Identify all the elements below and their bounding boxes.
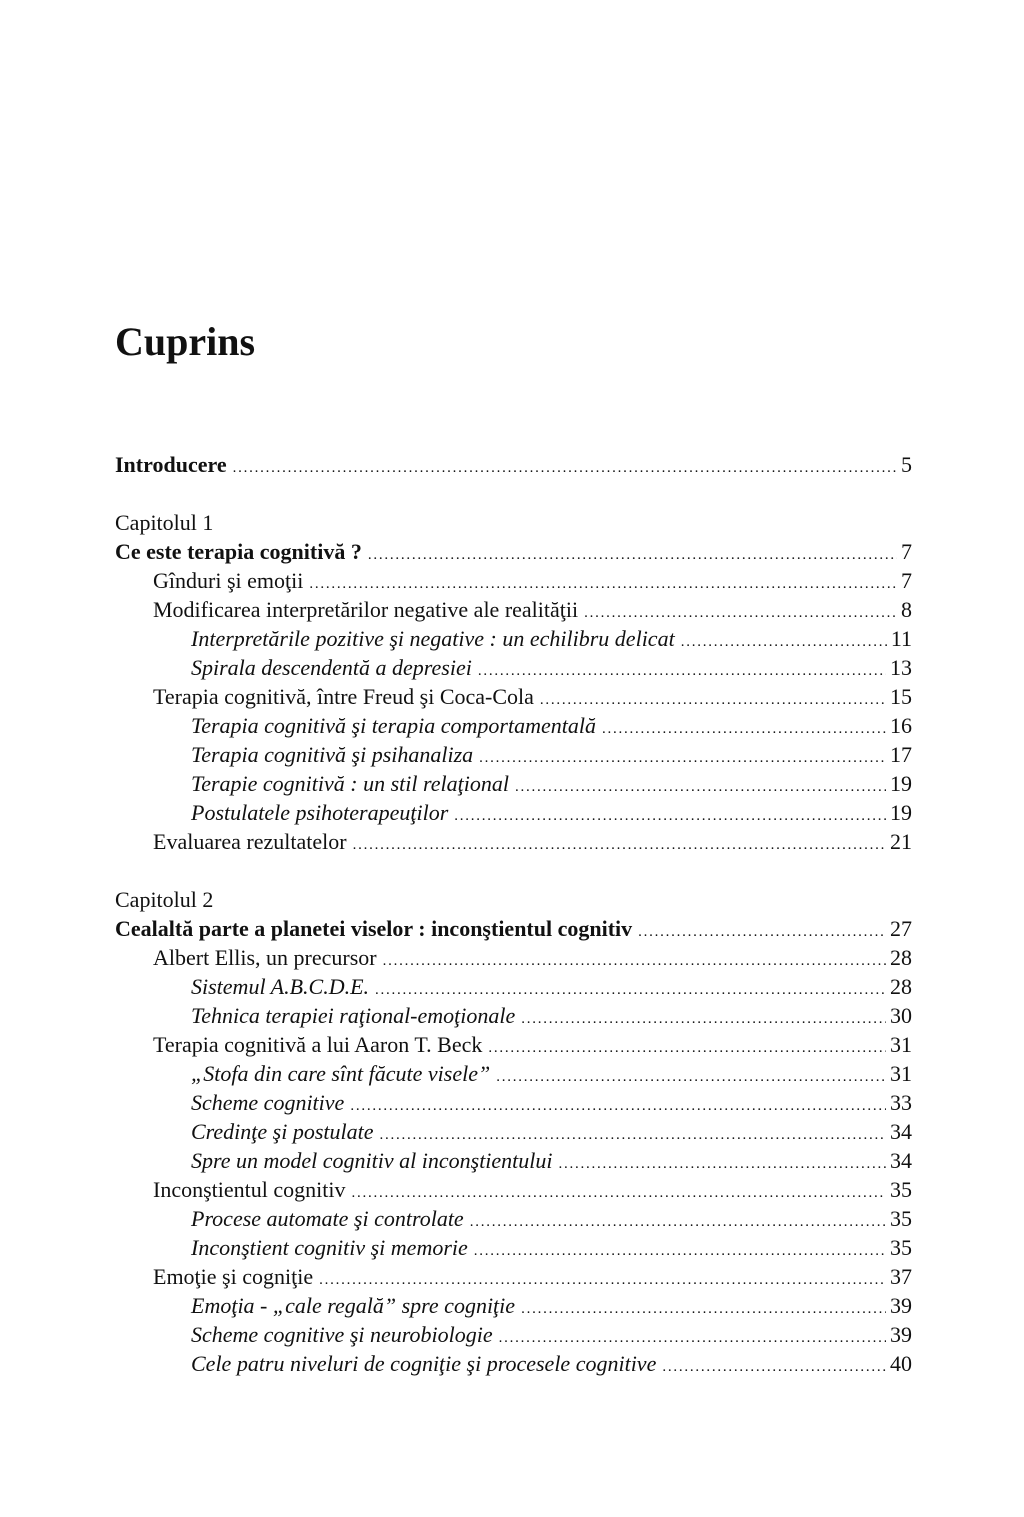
toc-entry-page: 30 (890, 1003, 912, 1028)
toc-entry (115, 653, 912, 682)
leader-dots (383, 947, 886, 976)
toc-entry-title: Inconştientul cognitiv (153, 1177, 346, 1202)
toc-entry-page: 7 (901, 539, 912, 564)
leader-dots (233, 454, 897, 483)
spacer (115, 856, 912, 885)
leader-dots (515, 773, 886, 802)
toc-entry-page: 5 (901, 452, 912, 477)
chapter-1-title (115, 537, 912, 566)
page-title: Cuprins (115, 319, 256, 364)
toc-entry-page: 21 (890, 829, 912, 854)
toc-entry (115, 1001, 912, 1030)
toc-entry-title: Terapia cognitivă, între Freud şi Coca-Cola (153, 684, 534, 709)
toc-entry-title: Emoţie şi cogniţie (153, 1264, 314, 1289)
toc-entry-title: Ce este terapia cognitivă ? (115, 539, 362, 564)
toc-entry (115, 1204, 912, 1233)
toc-entry-title: Cealaltă parte a planetei viselor : inconştientul cognitiv (115, 916, 633, 941)
toc-entry-title: Terapia cognitivă şi psihanaliza (191, 742, 474, 767)
toc-entry-intro (115, 450, 912, 479)
toc-entry-page: 34 (890, 1119, 912, 1144)
toc-entry (115, 682, 912, 711)
toc-entry-title: Modificarea interpretărilor negative ale realităţii (153, 597, 579, 622)
toc-entry-page: 33 (890, 1090, 912, 1115)
leader-dots (454, 802, 886, 831)
toc-entry (115, 1291, 912, 1320)
toc-entry-page: 34 (890, 1148, 912, 1173)
leader-dots (470, 1208, 886, 1237)
leader-dots (559, 1150, 886, 1179)
toc-entry (115, 1233, 912, 1262)
leader-dots (496, 1063, 886, 1092)
toc-entry-title: Interpretările pozitive şi negative : un echilibru delicat (191, 626, 675, 651)
toc-entry-page: 11 (890, 626, 912, 651)
toc-entry-page: 19 (890, 800, 912, 825)
leader-dots (353, 831, 886, 860)
chapter-2-label: Capitolul 2 (115, 887, 214, 912)
leader-dots (368, 541, 897, 570)
toc-entry-page: 16 (890, 713, 912, 738)
toc-entry-title: Sistemul A.B.C.D.E. (191, 974, 370, 999)
toc-entry (115, 1175, 912, 1204)
toc-entry-title: Spirala descendentă a depresiei (191, 655, 472, 680)
leader-dots (662, 1353, 886, 1382)
toc-entry (115, 1088, 912, 1117)
toc-entry-page: 13 (890, 655, 912, 680)
toc-entry (115, 624, 912, 653)
toc-entry (115, 943, 912, 972)
toc-entry-title: Introducere (115, 452, 227, 477)
chapter-1-label: Capitolul 1 (115, 510, 214, 535)
toc-entry-title: Terapia cognitivă a lui Aaron T. Beck (153, 1032, 483, 1057)
leader-dots (521, 1005, 886, 1034)
leader-dots (521, 1295, 886, 1324)
toc-entry-title: „Stofa din care sînt făcute visele” (191, 1061, 491, 1086)
toc-entry (115, 827, 912, 856)
toc-entry-title: Emoţia - „cale regală” spre cogniţie (191, 1293, 516, 1318)
toc-entry-page: 17 (890, 742, 912, 767)
toc-entry-title: Terapie cognitivă : un stil relaţional (191, 771, 509, 796)
toc-entry (115, 1117, 912, 1146)
toc-entry-page: 7 (901, 568, 912, 593)
toc-entry (115, 1146, 912, 1175)
toc-entry-title: Postulatele psihoterapeuţilor (191, 800, 449, 825)
toc-entry (115, 769, 912, 798)
toc-entry-title: Inconştient cognitiv şi memorie (191, 1235, 468, 1260)
toc-entry-page: 19 (890, 771, 912, 796)
spacer (115, 479, 912, 508)
toc-entry-title: Evaluarea rezultatelor (153, 829, 347, 854)
toc-entry-title: Terapia cognitivă şi terapia comportamentală (191, 713, 596, 738)
leader-dots (350, 1092, 886, 1121)
toc-entry-page: 35 (890, 1177, 912, 1202)
toc-entry-title: Gînduri şi emoţii (153, 568, 304, 593)
toc-entry-page: 35 (890, 1235, 912, 1260)
toc-entry (115, 1262, 912, 1291)
toc-entry-title: Procese automate şi controlate (191, 1206, 464, 1231)
leader-dots (638, 918, 886, 947)
leader-dots (479, 744, 886, 773)
toc-entry-page: 31 (890, 1032, 912, 1057)
toc-entry-page: 31 (890, 1061, 912, 1086)
toc-entry-title: Spre un model cognitiv al inconştientului (191, 1148, 553, 1173)
toc-entry (115, 595, 912, 624)
toc-entry (115, 740, 912, 769)
toc-entry-title: Scheme cognitive (191, 1090, 345, 1115)
toc-entry-page: 28 (890, 945, 912, 970)
toc-entry-title: Credinţe şi postulate (191, 1119, 374, 1144)
toc-entry (115, 1349, 912, 1378)
leader-dots (681, 628, 887, 657)
toc-entry (115, 798, 912, 827)
toc-entry (115, 1059, 912, 1088)
table-of-contents (115, 450, 912, 1378)
toc-entry (115, 1030, 912, 1059)
toc-entry (115, 566, 912, 595)
toc-entry-page: 40 (890, 1351, 912, 1376)
toc-entry (115, 972, 912, 1001)
leader-dots (474, 1237, 886, 1266)
toc-entry-title: Cele patru niveluri de cogniţie şi procesele cognitive (191, 1351, 657, 1376)
chapter-2-title (115, 914, 912, 943)
toc-entry-page: 28 (890, 974, 912, 999)
toc-entry (115, 1320, 912, 1349)
toc-entry-page: 35 (890, 1206, 912, 1231)
toc-entry-title: Albert Ellis, un precursor (153, 945, 377, 970)
toc-entry-page: 8 (901, 597, 912, 622)
toc-entry-page: 37 (890, 1264, 912, 1289)
toc-entry-title: Scheme cognitive şi neurobiologie (191, 1322, 493, 1347)
toc-entry-page: 27 (890, 916, 912, 941)
toc-entry (115, 711, 912, 740)
toc-entry-page: 39 (890, 1293, 912, 1318)
toc-entry-title: Tehnica terapiei raţional-emoţionale (191, 1003, 516, 1028)
leader-dots (488, 1034, 886, 1063)
toc-entry-page: 39 (890, 1322, 912, 1347)
leader-dots (602, 715, 886, 744)
toc-entry-page: 15 (890, 684, 912, 709)
